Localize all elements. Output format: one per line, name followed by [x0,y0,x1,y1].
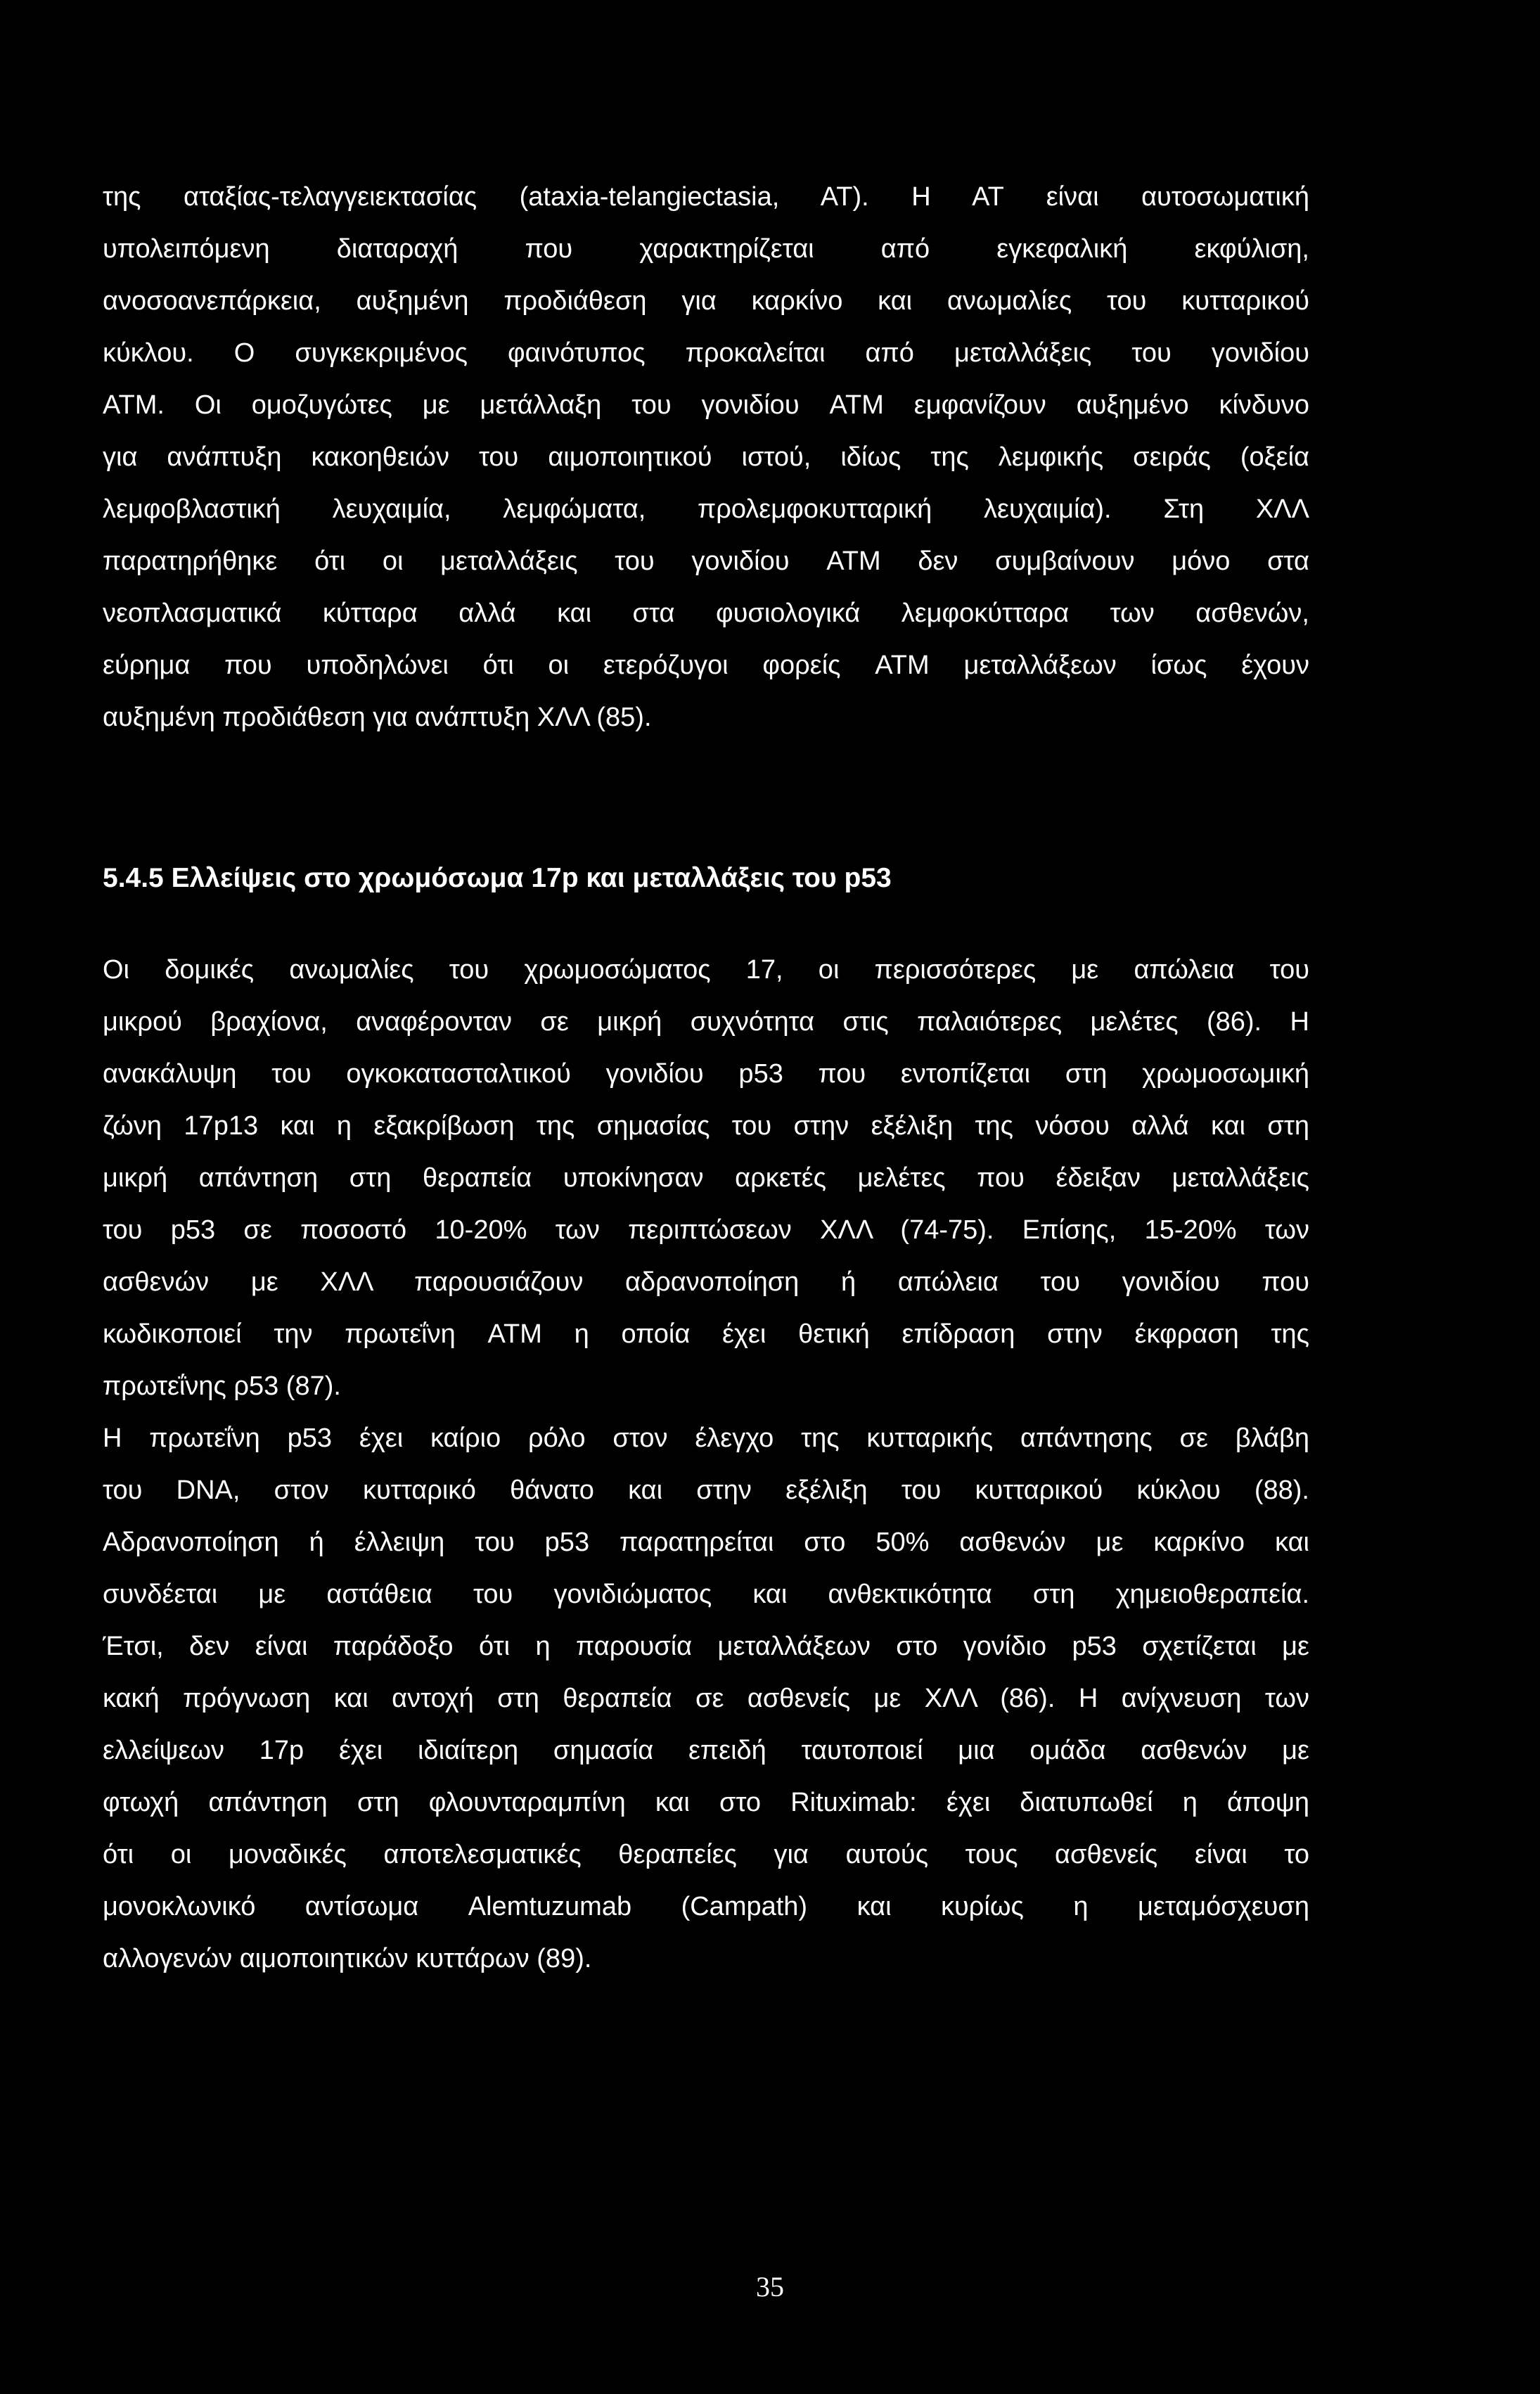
paragraph-chromosome-17p [103,944,1309,1412]
page-number: 35 [756,2271,784,2303]
text-line: ανοσοανεπάρκεια, αυξημένη προδιάθεση για καρκίνο και ανωμαλίες του κυτταρικού [103,286,1309,316]
text-line: ότι οι μοναδικές αποτελεσματικές θεραπείες για αυτούς τους ασθενείς είναι το [103,1840,1309,1869]
text-line: Η πρωτεΐνη p53 έχει καίριο ρόλο στον έλεγχο της κυτταρικής απάντησης σε βλάβη [103,1423,1309,1453]
text-line: μικρή απάντηση στη θεραπεία υποκίνησαν αρκετές μελέτες που έδειξαν μεταλλάξεις [103,1163,1309,1193]
text-line: συνδέεται με αστάθεια του γονιδιώματος και ανθεκτικότητα στη χημειοθεραπεία. [103,1580,1309,1609]
text-line: ασθενών με ΧΛΛ παρουσιάζουν αδρανοποίηση ή απώλεια του γονιδίου που [103,1267,1309,1297]
text-line: Αδρανοποίηση ή έλλειψη του p53 παρατηρείται στο 50% ασθενών με καρκίνο και [103,1528,1309,1557]
text-line: κωδικοποιεί την πρωτεΐνη ATM η οποία έχει θετική επίδραση στην έκφραση της [103,1319,1309,1349]
text-line: Οι δομικές ανωμαλίες του χρωμοσώματος 17, οι περισσότερες με απώλεια του [103,955,1309,985]
text-line: ζώνη 17p13 και η εξακρίβωση της σημασίας του στην εξέλιξη της νόσου αλλά και στη [103,1111,1309,1141]
text-line: υπολειπόμενη διαταραχή που χαρακτηρίζεται από εγκεφαλική εκφύλιση, [103,234,1309,264]
text-line: κύκλου. Ο συγκεκριμένος φαινότυπος προκαλείται από μεταλλάξεις του γονιδίου [103,338,1309,368]
text-line: παρατηρήθηκε ότι οι μεταλλάξεις του γονιδίου ATM δεν συμβαίνουν μόνο στα [103,546,1309,576]
text-line: εύρημα που υποδηλώνει ότι οι ετερόζυγοι φορείς ATM μεταλλάξεων ίσως έχουν [103,651,1309,680]
text-line: μονοκλωνικό αντίσωμα Alemtuzumab (Campath) και κυρίως η μεταμόσχευση [103,1892,1309,1921]
text-line: ελλείψεων 17p έχει ιδιαίτερη σημασία επειδή ταυτοποιεί μια ομάδα ασθενών με [103,1736,1309,1765]
text-line: φτωχή απάντηση στη φλουνταραμπίνη και στο Rituximab: έχει διατυπωθεί η άποψη [103,1788,1309,1817]
text-line: πρωτεΐνης ρ53 (87). [103,1371,341,1401]
section-heading: 5.4.5 Ελλείψεις στο χρωμόσωμα 17p και μεταλλάξεις του p53 [103,863,892,893]
text-line: ATM. Οι ομοζυγώτες με μετάλλαξη του γονιδίου ATM εμφανίζουν αυξημένο κίνδυνο [103,390,1309,420]
text-line: του DNA, στον κυτταρικό θάνατο και στην εξέλιξη του κυτταρικού κύκλου (88). [103,1476,1309,1505]
text-line: Έτσι, δεν είναι παράδοξο ότι η παρουσία μεταλλάξεων στο γονίδιο p53 σχετίζεται με [103,1632,1309,1661]
text-line: νεοπλασματικά κύτταρα αλλά και στα φυσιολογικά λεμφοκύτταρα των ασθενών, [103,598,1309,628]
text-line: λεμφοβλαστική λευχαιμία, λεμφώματα, προλεμφοκυτταρική λευχαιμία). Στη ΧΛΛ [103,494,1309,524]
text-line: για ανάπτυξη κακοηθειών του αιμοποιητικού ιστού, ιδίως της λεμφικής σειράς (οξεία [103,442,1309,472]
text-line: της αταξίας-τελαγγειεκτασίας (ataxia-telangiectasia, AT). H AT είναι αυτοσωματική [103,182,1309,212]
text-line: μικρού βραχίονα, αναφέρονταν σε μικρή συχνότητα στις παλαιότερες μελέτες (86). Η [103,1007,1309,1037]
text-line: κακή πρόγνωση και αντοχή στη θεραπεία σε ασθενείς με ΧΛΛ (86). Η ανίχνευση των [103,1684,1309,1713]
text-line: ανακάλυψη του ογκοκατασταλτικού γονιδίου p53 που εντοπίζεται στη χρωμοσωμική [103,1059,1309,1089]
paragraph-ataxia-telangiectasia [103,171,1309,743]
text-line: αλλογενών αιμοποιητικών κυττάρων (89). [103,1944,592,1973]
paragraph-p53-protein [103,1412,1309,1985]
text-line: αυξημένη προδιάθεση για ανάπτυξη ΧΛΛ (85). [103,703,652,732]
text-line: του p53 σε ποσοστό 10-20% των περιπτώσεων ΧΛΛ (74-75). Επίσης, 15-20% των [103,1215,1309,1245]
